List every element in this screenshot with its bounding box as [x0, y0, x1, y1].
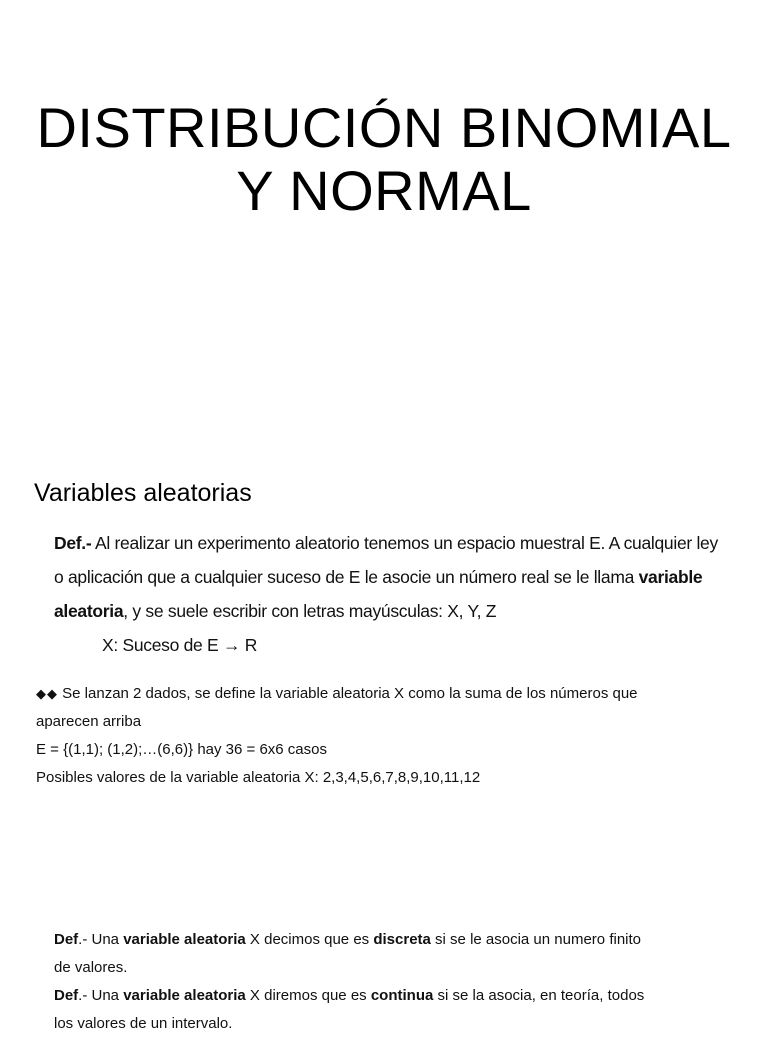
example-line1-text: Se lanzan 2 dados, se define la variable aleatoria X como la suma de los números que: [58, 685, 638, 702]
title-line-1: DISTRIBUCIÓN BINOMIAL: [36, 96, 732, 159]
example-line-2: aparecen arriba: [36, 713, 142, 730]
def1-line3-bold: aleatoria: [54, 601, 124, 621]
def1-label: Def.-: [54, 533, 92, 553]
def3-part1: .- Una: [78, 987, 124, 1004]
def3-part2: X diremos que es: [245, 987, 371, 1004]
def1-line2-text: o aplicación que a cualquier suceso de E le asocie un número real se le llama: [54, 567, 639, 587]
def3-bold2: continua: [370, 987, 434, 1004]
title-line-2: Y NORMAL: [236, 159, 532, 222]
def2-part1: .- Una: [78, 931, 124, 948]
def1-line2-bold: variable: [638, 567, 703, 587]
def1-formula: X: Suceso de E → R: [102, 635, 258, 655]
diamond-bullet-icon: ◆◆: [36, 686, 58, 701]
def3-bold1: variable aleatoria: [123, 987, 246, 1004]
def3-line-1: [54, 982, 754, 1010]
def1-line3-text: , y se suele escribir con letras mayúsculas: X, Y, Z: [123, 601, 497, 621]
def1-line1-text: Al realizar un experimento aleatorio tenemos un espacio muestral E. A cualquier ley: [91, 533, 718, 553]
def2-bold2: discreta: [373, 931, 431, 948]
def2-label: Def: [54, 931, 79, 948]
def2-part2: X decimos que es: [245, 931, 374, 948]
def1-line-3: [54, 594, 754, 628]
def3-line-2: los valores de un intervalo.: [54, 1015, 233, 1032]
def2-line-2: de valores.: [54, 959, 128, 976]
example-line-4: Posibles valores de la variable aleatoria X: 2,3,4,5,6,7,8,9,10,11,12: [36, 769, 481, 786]
definition-variable-aleatoria: [54, 526, 754, 662]
example-line-1: [36, 680, 756, 708]
def3-part3: si se la asocia, en teoría, todos: [433, 987, 645, 1004]
def2-line-1: [54, 926, 754, 954]
def2-part3: si se le asocia un numero finito: [430, 931, 642, 948]
section-heading: Variables aleatorias: [34, 479, 252, 507]
def3-label: Def: [54, 987, 79, 1004]
example-dice: [36, 680, 756, 792]
definitions-discreta-continua: [54, 926, 754, 1038]
def1-line-1: [54, 526, 754, 560]
example-line-3: E = {(1,1); (1,2);…(6,6)} hay 36 = 6x6 casos: [36, 741, 327, 758]
def2-bold1: variable aleatoria: [123, 931, 246, 948]
def1-line-2: [54, 560, 754, 594]
page-title: [0, 96, 768, 222]
